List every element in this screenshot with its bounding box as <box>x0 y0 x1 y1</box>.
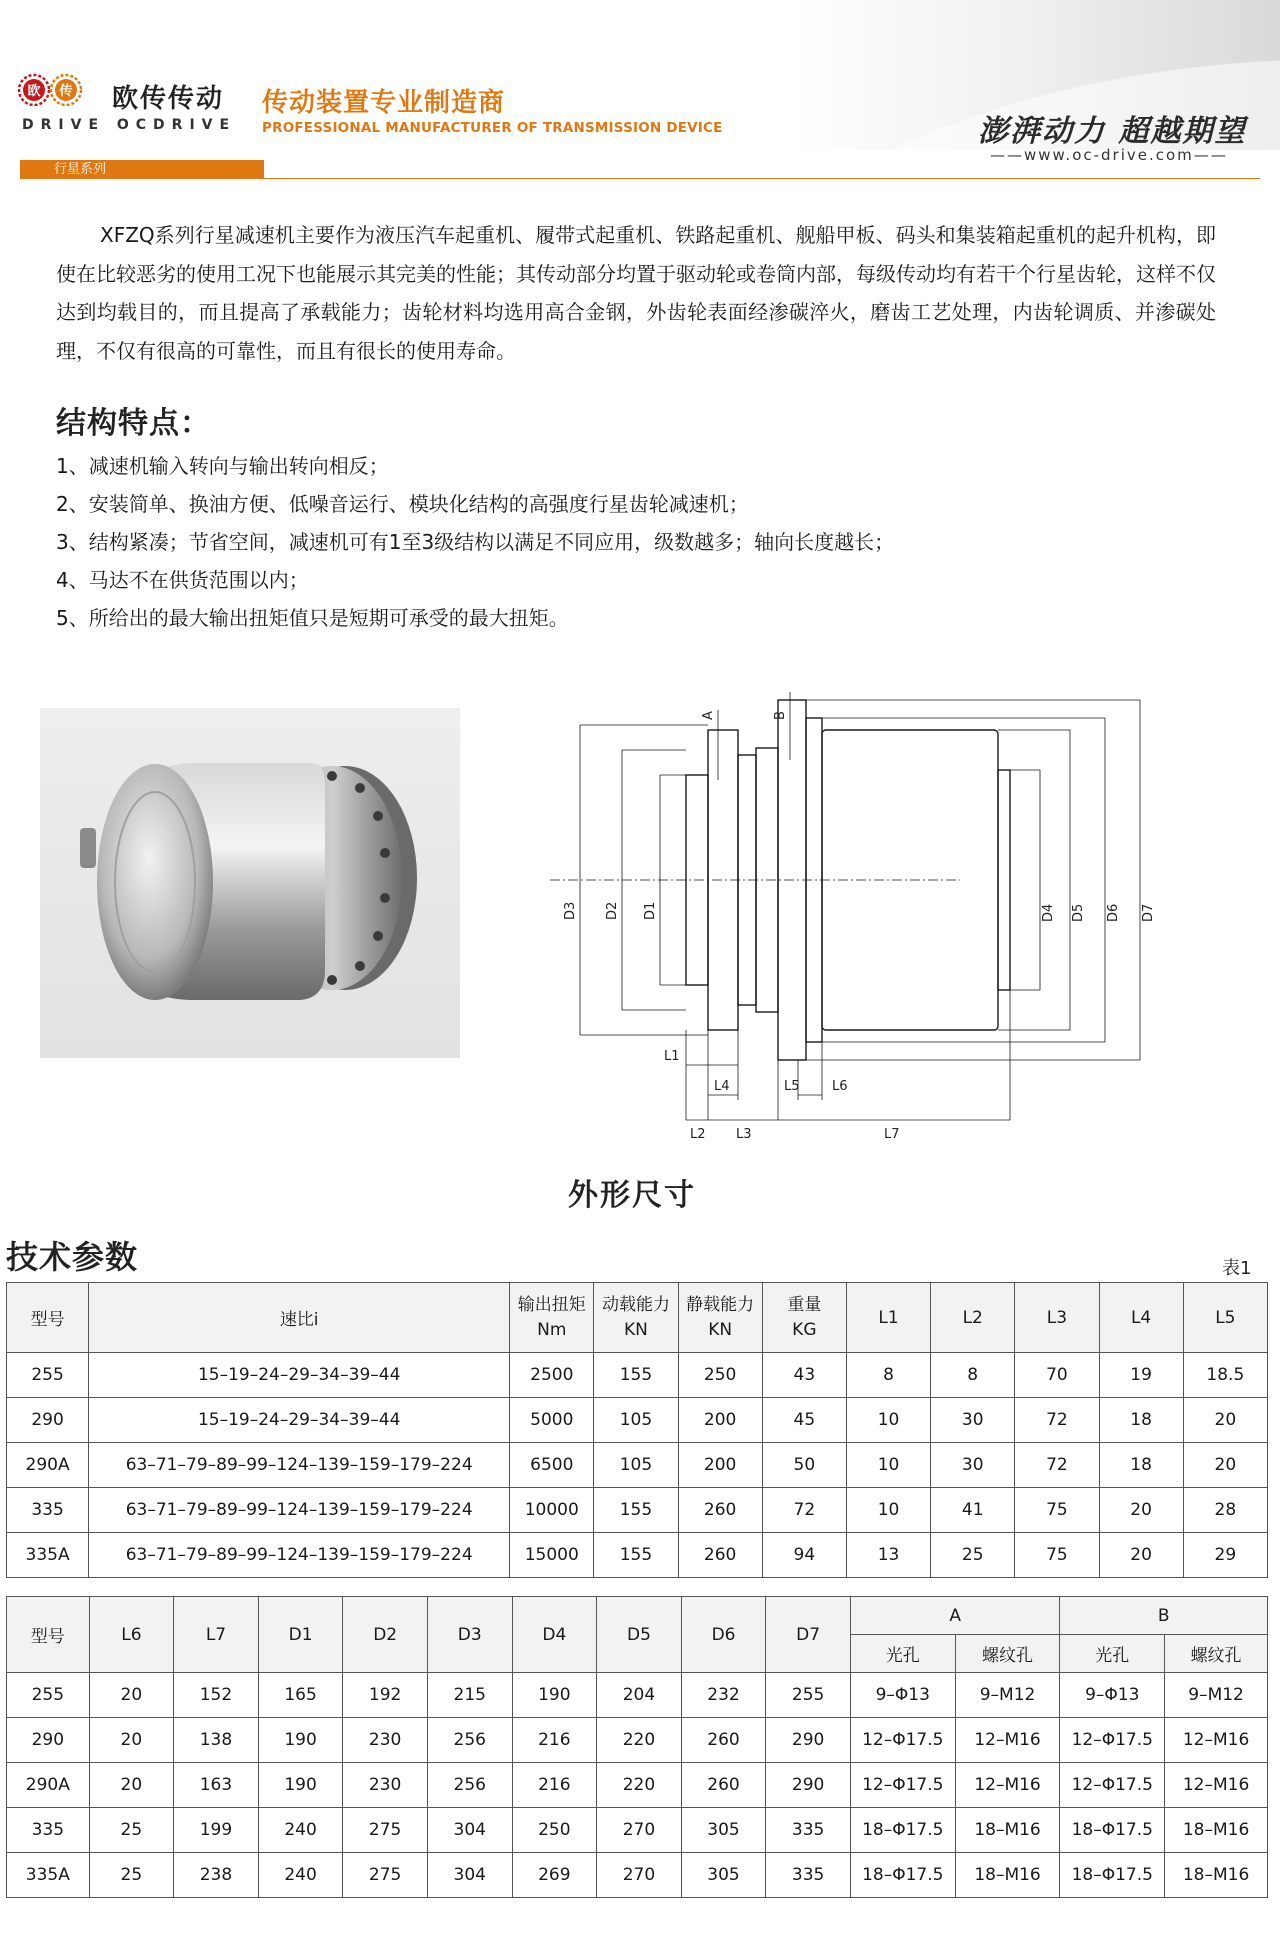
brand-name-cn: 欧传传动 <box>112 84 225 114</box>
col-header-a: A <box>850 1597 1059 1635</box>
logo-char-1: 欧 <box>27 84 41 99</box>
cell-d3: 256 <box>427 1763 512 1808</box>
cell-static: 250 <box>678 1353 762 1398</box>
feature-item-2: 2、安装简单、换油方便、低噪音运行、模块化结构的高强度行星齿轮减速机； <box>56 492 749 516</box>
cell-l4: 19 <box>1099 1353 1183 1398</box>
cell-weight: 50 <box>762 1443 846 1488</box>
dim-label-l7: L7 <box>884 1127 900 1142</box>
table-header-row <box>7 1597 1268 1635</box>
feature-item-5: 5、所给出的最大输出扭矩值只是短期可承受的最大扭矩。 <box>56 606 569 630</box>
feature-item-3: 3、结构紧凑；节省空间，减速机可有1至3级结构以满足不同应用，级数越多；轴向长度越长； <box>56 530 895 554</box>
col-header-ratio: 速比i <box>89 1283 510 1353</box>
cell-l4: 20 <box>1099 1488 1183 1533</box>
cell-a-thread: 18–M16 <box>955 1853 1060 1898</box>
cell-l4: 20 <box>1099 1533 1183 1578</box>
feature-item-1: 1、减速机输入转向与输出转向相反； <box>56 454 389 478</box>
table-row <box>7 1718 1268 1763</box>
table-row <box>7 1398 1268 1443</box>
cell-l6: 25 <box>89 1853 174 1898</box>
cell-l1: 13 <box>846 1533 930 1578</box>
cell-l2: 41 <box>931 1488 1015 1533</box>
cell-l3: 70 <box>1015 1353 1099 1398</box>
cell-d1: 165 <box>258 1673 343 1718</box>
col-header-d1: D1 <box>258 1597 343 1673</box>
cell-torque: 2500 <box>510 1353 594 1398</box>
dim-label-l4: L4 <box>714 1079 730 1094</box>
cell-l3: 75 <box>1015 1488 1099 1533</box>
cell-d3: 304 <box>427 1808 512 1853</box>
col-header-d5: D5 <box>597 1597 682 1673</box>
col-header-l5: L5 <box>1183 1283 1267 1353</box>
dim-label-d4: D4 <box>1041 903 1056 922</box>
cell-model: 255 <box>7 1673 90 1718</box>
cell-d4: 216 <box>512 1763 597 1808</box>
cell-d7: 335 <box>766 1808 851 1853</box>
tagline-cn: 传动装置专业制造商 <box>262 88 506 118</box>
cell-b-plain: 12–Φ17.5 <box>1060 1763 1165 1808</box>
dim-label-a: A <box>701 711 716 720</box>
cell-d4: 269 <box>512 1853 597 1898</box>
cell-model: 290 <box>7 1718 90 1763</box>
cell-a-thread: 18–M16 <box>955 1808 1060 1853</box>
dim-label-d1: D1 <box>643 901 658 920</box>
cell-d3: 304 <box>427 1853 512 1898</box>
cell-d5: 220 <box>597 1763 682 1808</box>
cell-l6: 20 <box>89 1763 174 1808</box>
cell-l3: 75 <box>1015 1533 1099 1578</box>
table-row <box>7 1443 1268 1488</box>
cell-l2: 25 <box>931 1533 1015 1578</box>
cell-weight: 72 <box>762 1488 846 1533</box>
cell-d7: 290 <box>766 1718 851 1763</box>
features-title: 结构特点： <box>56 406 211 441</box>
col-header-l7: L7 <box>174 1597 259 1673</box>
table-row <box>7 1533 1268 1578</box>
cell-l1: 10 <box>846 1398 930 1443</box>
product-photo <box>40 708 460 1058</box>
cell-l5: 20 <box>1183 1398 1267 1443</box>
cell-d6: 260 <box>681 1718 766 1763</box>
col-header-d7: D7 <box>766 1597 851 1673</box>
col-header-d6: D6 <box>681 1597 766 1673</box>
cell-model: 290A <box>7 1763 90 1808</box>
cell-dynamic: 105 <box>594 1398 678 1443</box>
cell-dynamic: 155 <box>594 1533 678 1578</box>
cell-dynamic: 105 <box>594 1443 678 1488</box>
intro-paragraph: XFZQ系列行星减速机主要作为液压汽车起重机、履带式起重机、铁路起重机、舰船甲板、码头和集装箱起重机的起升机构，即使在比较恶劣的使用工况下也能展示其完美的性能；其传动部分均置于驱动轮或卷筒内部，每级传动均有若干个行星齿轮，这样不仅达到均载目的，而且提高了承载能力；齿轮材料均选用高合金钢，外齿轮表面经渗碳淬火，磨齿工艺处理，内齿轮调质、并渗碳处理，不仅有很高的可靠性，而且有很长的使用寿命。 <box>56 223 1216 363</box>
cell-d5: 270 <box>597 1808 682 1853</box>
cell-a-plain: 18–Φ17.5 <box>850 1853 955 1898</box>
col-header-a-plain: 光孔 <box>850 1635 955 1673</box>
cell-l5: 20 <box>1183 1443 1267 1488</box>
series-divider <box>264 178 1260 179</box>
cell-d2: 275 <box>343 1853 428 1898</box>
cell-model: 335 <box>7 1808 90 1853</box>
cell-d2: 230 <box>343 1718 428 1763</box>
cell-l2: 8 <box>931 1353 1015 1398</box>
cell-torque: 15000 <box>510 1533 594 1578</box>
dim-label-d2: D2 <box>605 901 620 920</box>
col-header-b: B <box>1060 1597 1268 1635</box>
table-row <box>7 1853 1268 1898</box>
table-row <box>7 1488 1268 1533</box>
cell-ratio: 15–19–24–29–34–39–44 <box>89 1398 510 1443</box>
cell-l6: 20 <box>89 1673 174 1718</box>
cell-model: 335 <box>7 1488 89 1533</box>
cell-b-thread: 12–M16 <box>1165 1718 1268 1763</box>
col-header-l6: L6 <box>89 1597 174 1673</box>
cell-l2: 30 <box>931 1398 1015 1443</box>
table-row <box>7 1763 1268 1808</box>
cell-l7: 199 <box>174 1808 259 1853</box>
col-header-l4: L4 <box>1099 1283 1183 1353</box>
cell-a-plain: 18–Φ17.5 <box>850 1808 955 1853</box>
table-row <box>7 1808 1268 1853</box>
cell-l3: 72 <box>1015 1398 1099 1443</box>
cell-l1: 10 <box>846 1488 930 1533</box>
cell-torque: 5000 <box>510 1398 594 1443</box>
cell-d6: 305 <box>681 1808 766 1853</box>
cell-l7: 163 <box>174 1763 259 1808</box>
cell-ratio: 63–71–79–89–99–124–139–159–179–224 <box>89 1533 510 1578</box>
cell-static: 260 <box>678 1533 762 1578</box>
cell-l3: 72 <box>1015 1443 1099 1488</box>
cell-l4: 18 <box>1099 1443 1183 1488</box>
cell-d3: 215 <box>427 1673 512 1718</box>
cell-d7: 290 <box>766 1763 851 1808</box>
cell-a-thread: 9–M12 <box>955 1673 1060 1718</box>
cell-d4: 250 <box>512 1808 597 1853</box>
cell-a-thread: 12–M16 <box>955 1763 1060 1808</box>
cell-d6: 232 <box>681 1673 766 1718</box>
cell-d5: 220 <box>597 1718 682 1763</box>
cell-model: 335A <box>7 1533 89 1578</box>
cell-d5: 204 <box>597 1673 682 1718</box>
cell-d2: 275 <box>343 1808 428 1853</box>
dim-label-d6: D6 <box>1106 903 1121 922</box>
cell-l6: 20 <box>89 1718 174 1763</box>
cell-l5: 28 <box>1183 1488 1267 1533</box>
col-header-d2: D2 <box>343 1597 428 1673</box>
spec-table-1 <box>6 1282 1268 1578</box>
dim-label-l3: L3 <box>736 1127 752 1142</box>
cell-static: 260 <box>678 1488 762 1533</box>
cell-b-thread: 18–M16 <box>1165 1808 1268 1853</box>
slogan: 澎湃动力 超越期望 <box>978 114 1247 149</box>
brand-name-en: DRIVE OCDRIVE <box>22 117 237 133</box>
table-label: 表1 <box>1222 1258 1252 1279</box>
series-label: 行星系列 <box>54 162 107 177</box>
cell-d7: 255 <box>766 1673 851 1718</box>
cell-l4: 18 <box>1099 1398 1183 1443</box>
cell-b-thread: 12–M16 <box>1165 1763 1268 1808</box>
logo-char-2: 传 <box>59 84 73 99</box>
cell-dynamic: 155 <box>594 1488 678 1533</box>
dim-label-l5: L5 <box>784 1079 800 1094</box>
cell-a-plain: 12–Φ17.5 <box>850 1718 955 1763</box>
col-header-d4: D4 <box>512 1597 597 1673</box>
cell-d2: 192 <box>343 1673 428 1718</box>
cell-d6: 260 <box>681 1763 766 1808</box>
cell-l7: 152 <box>174 1673 259 1718</box>
cell-model: 255 <box>7 1353 89 1398</box>
col-header-l1: L1 <box>846 1283 930 1353</box>
col-header-d3: D3 <box>427 1597 512 1673</box>
col-header-l3: L3 <box>1015 1283 1099 1353</box>
col-header-model: 型号 <box>7 1597 90 1673</box>
cell-d4: 216 <box>512 1718 597 1763</box>
cell-l6: 25 <box>89 1808 174 1853</box>
cell-d4: 190 <box>512 1673 597 1718</box>
cell-a-plain: 12–Φ17.5 <box>850 1763 955 1808</box>
cell-l1: 8 <box>846 1353 930 1398</box>
cell-model: 290A <box>7 1443 89 1488</box>
cell-b-plain: 12–Φ17.5 <box>1060 1718 1165 1763</box>
cell-d1: 190 <box>258 1763 343 1808</box>
dim-label-d7: D7 <box>1141 903 1156 922</box>
dim-label-l1: L1 <box>664 1049 680 1064</box>
table-row <box>7 1353 1268 1398</box>
cell-torque: 6500 <box>510 1443 594 1488</box>
dim-label-d5: D5 <box>1071 903 1086 922</box>
tagline-en: PROFESSIONAL MANUFACTURER OF TRANSMISSION DEVICE <box>262 120 723 136</box>
col-header-a-thread: 螺纹孔 <box>955 1635 1060 1673</box>
cell-ratio: 63–71–79–89–99–124–139–159–179–224 <box>89 1488 510 1533</box>
cell-d1: 190 <box>258 1718 343 1763</box>
website-text: www.oc-drive.com <box>1024 146 1194 164</box>
col-header-b-thread: 螺纹孔 <box>1165 1635 1268 1673</box>
cell-b-thread: 18–M16 <box>1165 1853 1268 1898</box>
cell-a-plain: 9–Φ13 <box>850 1673 955 1718</box>
table-header-row <box>7 1283 1268 1353</box>
col-header-b-plain: 光孔 <box>1060 1635 1165 1673</box>
cell-dynamic: 155 <box>594 1353 678 1398</box>
cell-d2: 230 <box>343 1763 428 1808</box>
cell-l5: 29 <box>1183 1533 1267 1578</box>
website-url: ——www.oc-drive.com—— <box>990 146 1228 164</box>
cell-torque: 10000 <box>510 1488 594 1533</box>
dim-label-d3: D3 <box>563 901 578 920</box>
dimension-drawing <box>540 690 1200 1150</box>
drawing-caption: 外形尺寸 <box>568 1178 696 1213</box>
cell-static: 200 <box>678 1443 762 1488</box>
cell-l7: 238 <box>174 1853 259 1898</box>
cell-d1: 240 <box>258 1808 343 1853</box>
cell-model: 290 <box>7 1398 89 1443</box>
cell-b-plain: 9–Φ13 <box>1060 1673 1165 1718</box>
cell-model: 335A <box>7 1853 90 1898</box>
col-header-torque: 输出扭矩 Nm <box>510 1283 594 1353</box>
cell-d7: 335 <box>766 1853 851 1898</box>
cell-weight: 94 <box>762 1533 846 1578</box>
cell-l7: 138 <box>174 1718 259 1763</box>
cell-l2: 30 <box>931 1443 1015 1488</box>
logo-icon <box>18 72 84 108</box>
spec-table-2 <box>6 1596 1268 1898</box>
cell-l1: 10 <box>846 1443 930 1488</box>
cell-b-thread: 9–M12 <box>1165 1673 1268 1718</box>
cell-d3: 256 <box>427 1718 512 1763</box>
col-header-model: 型号 <box>7 1283 89 1353</box>
tech-title: 技术参数 <box>6 1238 139 1276</box>
col-header-static: 静载能力 KN <box>678 1283 762 1353</box>
dim-label-l6: L6 <box>832 1079 848 1094</box>
cell-a-thread: 12–M16 <box>955 1718 1060 1763</box>
table-row <box>7 1673 1268 1718</box>
dim-label-l2: L2 <box>690 1127 706 1142</box>
dim-label-b: B <box>773 711 788 720</box>
cell-ratio: 63–71–79–89–99–124–139–159–179–224 <box>89 1443 510 1488</box>
cell-d5: 270 <box>597 1853 682 1898</box>
feature-item-4: 4、马达不在供货范围以内； <box>56 568 309 592</box>
cell-b-plain: 18–Φ17.5 <box>1060 1808 1165 1853</box>
cell-weight: 43 <box>762 1353 846 1398</box>
cell-static: 200 <box>678 1398 762 1443</box>
col-header-l2: L2 <box>931 1283 1015 1353</box>
cell-d1: 240 <box>258 1853 343 1898</box>
cell-d6: 305 <box>681 1853 766 1898</box>
col-header-weight: 重量 KG <box>762 1283 846 1353</box>
cell-l5: 18.5 <box>1183 1353 1267 1398</box>
cell-b-plain: 18–Φ17.5 <box>1060 1853 1165 1898</box>
cell-ratio: 15–19–24–29–34–39–44 <box>89 1353 510 1398</box>
cell-weight: 45 <box>762 1398 846 1443</box>
col-header-dynamic: 动载能力 KN <box>594 1283 678 1353</box>
